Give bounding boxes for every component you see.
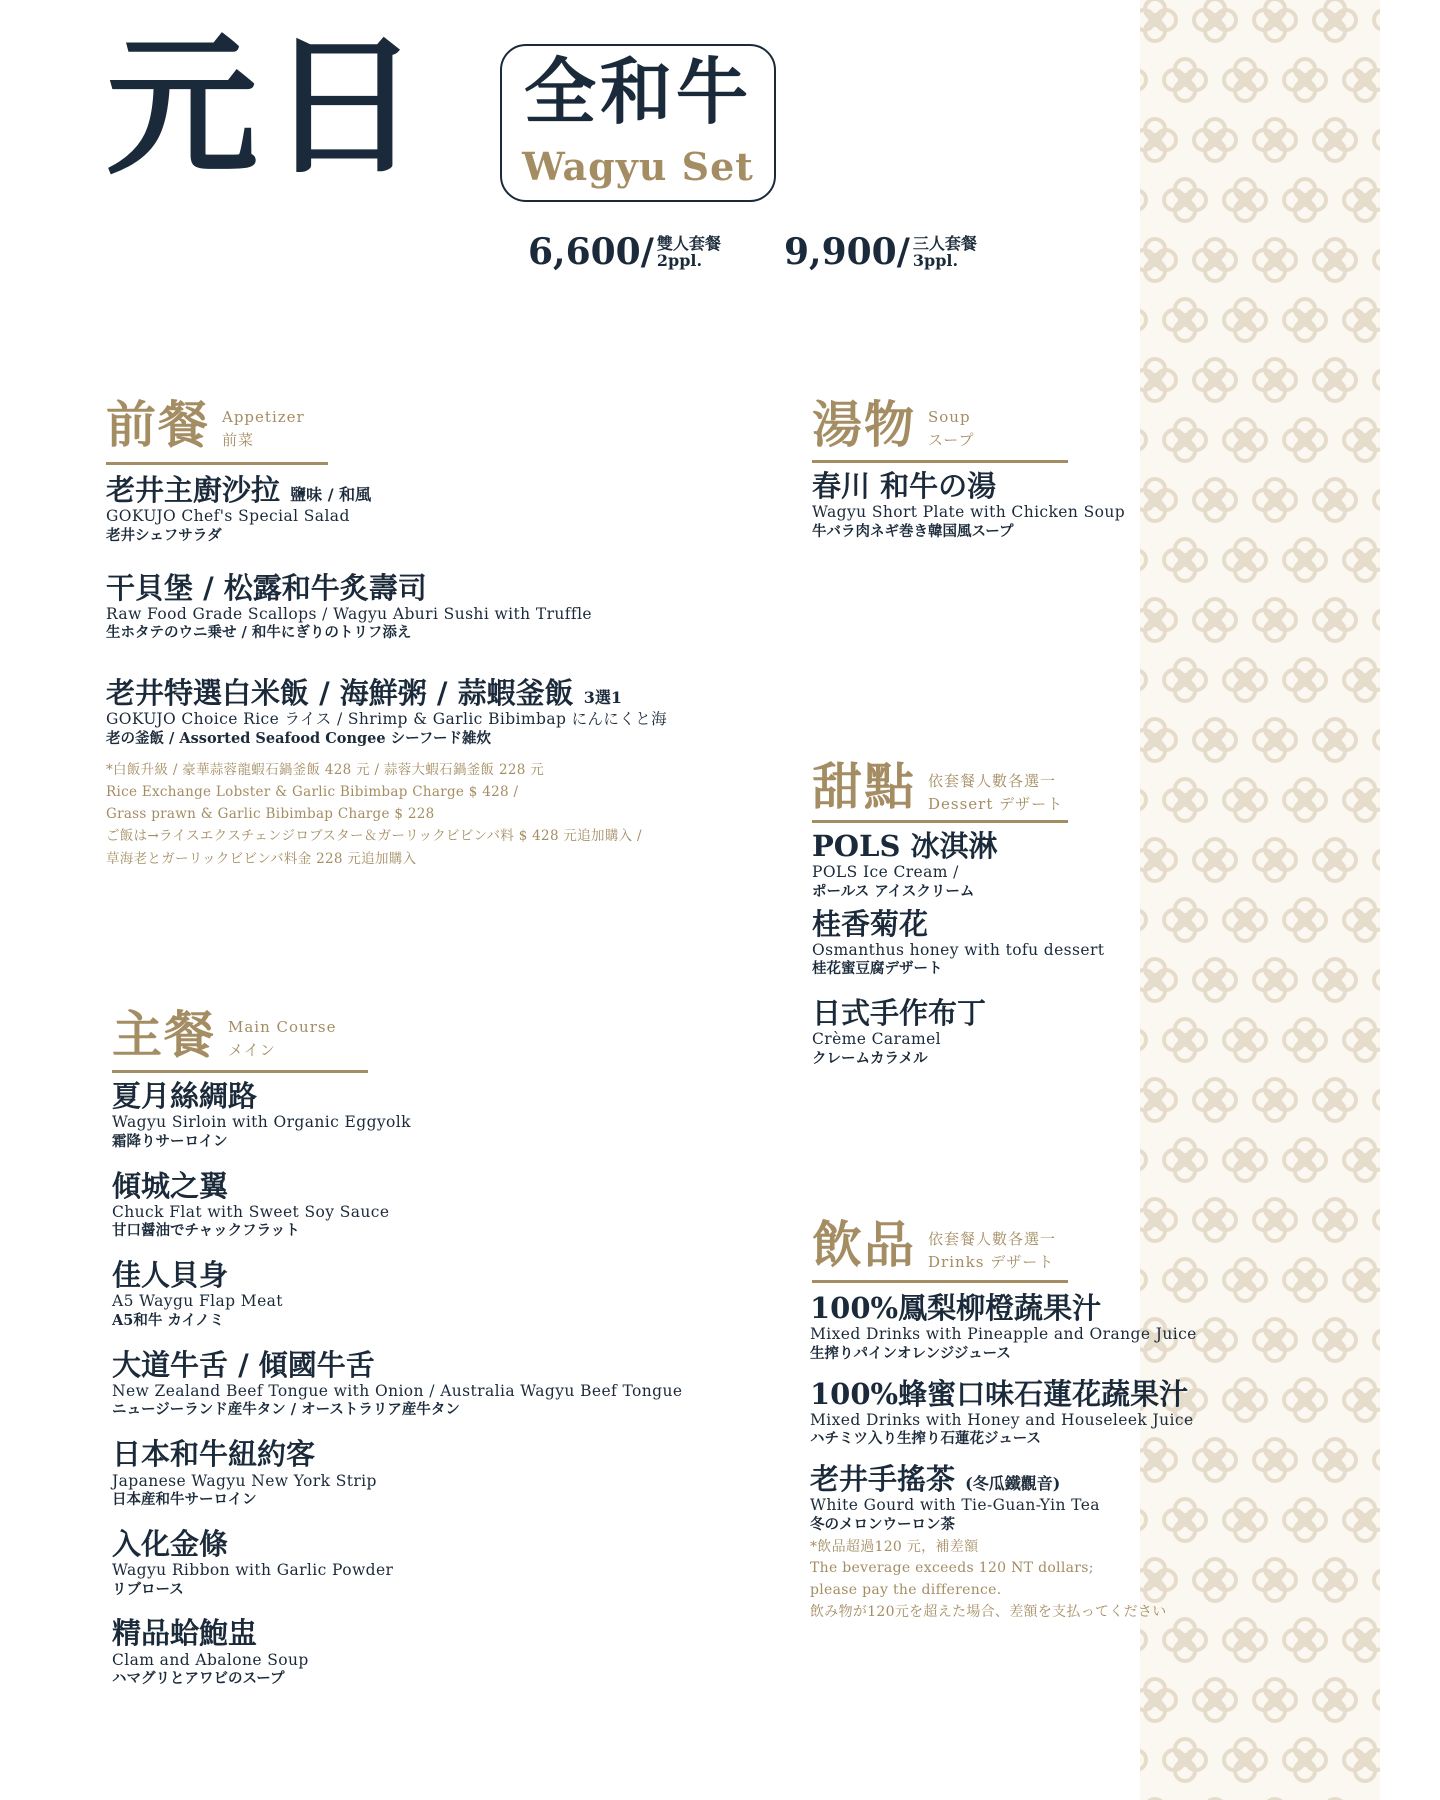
item-name-jp: クレームカラメル: [812, 1049, 928, 1067]
section-subtitle-en: Main Course: [228, 1018, 337, 1036]
item-name-en: Wagyu Sirloin with Organic Eggyolk: [112, 1113, 411, 1132]
item-name-en: Japanese Wagyu New York Strip: [112, 1471, 377, 1490]
item-name-jp: 日本産和牛サーロイン: [112, 1490, 257, 1508]
surcharge-line: Grass prawn & Garlic Bibimbap Charge $ 228: [106, 806, 435, 823]
item-note: 鹽味 / 和風: [290, 485, 372, 504]
item-name-en: Mixed Drinks with Pineapple and Orange Juice: [810, 1325, 1197, 1344]
item-name-cn: 夏月絲綢路: [112, 1079, 258, 1113]
item-name-jp: 桂花蜜豆腐デザート: [812, 960, 943, 978]
section-title: 飲品: [812, 1215, 916, 1274]
item-name-jp: 牛バラ肉ネギ巻き韓国風スープ: [812, 522, 1014, 540]
item-name-jp: A5和牛 カイノミ: [112, 1311, 225, 1329]
menu-item: [112, 1259, 752, 1331]
item-name-cn: POLS 冰淇淋: [812, 829, 998, 863]
section-title: 主餐: [112, 1005, 216, 1064]
item-name-jp: 冬のメロンウーロン茶: [810, 1515, 955, 1533]
surcharge-line: The beverage exceeds 120 NT dollars;: [810, 1560, 1094, 1577]
section-subtitle-en: Appetizer: [222, 408, 305, 426]
section-title: 前餐: [106, 395, 210, 454]
item-name-jp: 甘口醤油でチャックフラット: [112, 1222, 300, 1240]
menu-item: [812, 830, 1272, 902]
item-name-cn: 干貝堡 / 松露和牛炙壽司: [106, 570, 427, 605]
menu-item: [112, 1528, 752, 1600]
price-amount: 6,600/: [528, 231, 654, 273]
menu-item: [812, 908, 1272, 980]
item-name-en: Mixed Drinks with Honey and Houseleek Juice: [810, 1410, 1194, 1429]
menu-item: [112, 1080, 752, 1152]
section-header-main-course: [112, 1005, 337, 1064]
item-name-en: A5 Waygu Flap Meat: [112, 1292, 283, 1311]
surcharge-line: please pay the difference.: [810, 1582, 1002, 1599]
surcharge-line: *飲品超過120 元，補差額: [810, 1538, 979, 1555]
item-name-cn: 入化金條: [112, 1526, 229, 1561]
section-divider: [112, 1070, 368, 1073]
item-name-cn: 100%蜂蜜口味石蓮花蔬果汁: [810, 1376, 1189, 1411]
menu-item: [106, 572, 746, 644]
menu-item: [810, 1292, 1280, 1364]
item-name-jp: 生搾りパインオレンジジュース: [810, 1344, 1011, 1362]
price-label-cn: 雙人套餐: [656, 234, 721, 253]
section-subtitle-jp: スープ: [928, 430, 975, 449]
item-name-jp: ポールス アイスクリーム: [812, 882, 975, 900]
item-name-cn: 傾城之翼: [112, 1168, 229, 1203]
menu-item: [112, 1170, 752, 1242]
item-name-en: GOKUJO Chef's Special Salad: [106, 507, 350, 526]
surcharge-line: 草海老とガーリックビビンバ料金 228 元追加購入: [106, 850, 417, 867]
item-name-en: Wagyu Ribbon with Garlic Powder: [112, 1561, 394, 1580]
surcharge-line: *白飯升級 / 豪華蒜蓉龍蝦石鍋釜飯 428 元 / 蒜蓉大蝦石鍋釜飯 228 元: [106, 761, 545, 778]
price-3ppl: [784, 231, 977, 273]
section-title: 湯物: [812, 395, 916, 454]
item-name-jp: ハマグリとアワビのスープ: [112, 1670, 285, 1688]
section-subtitle-cn: 依套餐人數各選一: [928, 772, 1057, 790]
item-name-cn: 100%鳳梨柳橙蔬果汁: [810, 1291, 1102, 1325]
set-title-box: [500, 44, 776, 202]
main-course-list: [112, 1080, 752, 1707]
item-name-en: White Gourd with Tie-Guan-Yin Tea: [810, 1496, 1100, 1515]
item-name-cn: 桂香菊花: [812, 906, 929, 941]
item-name-en: New Zealand Beef Tongue with Onion / Australia Wagyu Beef Tongue: [112, 1382, 683, 1401]
item-name-cn: 春川 和牛の湯: [812, 469, 997, 503]
section-header-dessert: [812, 757, 1064, 816]
restaurant-name: 元日: [106, 16, 430, 195]
item-name-en: Wagyu Short Plate with Chicken Soup: [812, 503, 1126, 522]
section-header-drinks: [812, 1215, 1057, 1274]
item-name-en: Chuck Flat with Sweet Soy Sauce: [112, 1202, 390, 1221]
price-label-en: 2ppl.: [656, 250, 703, 270]
menu-item: [112, 1438, 752, 1510]
appetizer-list: [106, 474, 746, 870]
menu-item: [812, 997, 1272, 1069]
item-note: (冬瓜鐵觀音): [965, 1474, 1061, 1494]
price-label-cn: 三人套餐: [912, 234, 977, 253]
menu-item: [112, 1617, 752, 1689]
price-2ppl: [528, 231, 721, 273]
section-subtitle-en: Soup: [928, 408, 971, 426]
section-header-soup: [812, 395, 975, 454]
item-name-en: Clam and Abalone Soup: [112, 1650, 309, 1669]
surcharge-line: 飲み物が120元を超えた場合、差額を支払ってください: [810, 1603, 1167, 1620]
price-label-en: 3ppl.: [912, 250, 959, 270]
section-divider: [812, 1280, 1068, 1283]
price-amount: 9,900/: [784, 231, 910, 273]
section-header-appetizer: [106, 395, 305, 454]
set-title-en: Wagyu Set: [522, 144, 754, 189]
item-name-jp: 生ホタテのウニ乗せ / 和牛にぎりのトリフ添え: [106, 624, 412, 642]
item-name-cn: 老井手搖茶: [810, 1462, 956, 1497]
item-name-jp: 霜降りサーロイン: [112, 1132, 228, 1150]
dessert-list: [812, 830, 1272, 1087]
menu-item: [810, 1378, 1280, 1450]
section-divider: [812, 820, 1068, 823]
item-name-en: GOKUJO Choice Rice ライス / Shrimp & Garlic Bibimbap にんにくと海: [106, 710, 668, 729]
surcharge-line: ご飯は→ライスエクスチェンジロブスター＆ガーリックビビンバ料 $ 428 元追加購入 /: [106, 828, 642, 845]
item-name-en: Osmanthus honey with tofu dessert: [812, 940, 1105, 959]
rice-surcharge-note: [106, 759, 746, 870]
surcharge-line: Rice Exchange Lobster & Garlic Bibimbap Charge $ 428 /: [106, 783, 519, 800]
beverage-surcharge-note: [810, 1537, 1280, 1624]
item-name-cn: 日式手作布丁: [812, 996, 987, 1031]
item-name-cn: 日本和牛紐約客: [112, 1437, 316, 1472]
section-title: 甜點: [812, 757, 916, 816]
item-name-en: Raw Food Grade Scallops / Wagyu Aburi Sushi with Truffle: [106, 604, 592, 623]
item-name-cn: 老井特選白米飯 / 海鮮粥 / 蒜蝦釜飯: [106, 676, 574, 711]
item-name-jp: 老井シェフサラダ: [106, 526, 222, 544]
menu-item: [812, 470, 1272, 542]
item-name-cn: 大道牛舌 / 傾國牛舌: [112, 1347, 375, 1382]
menu-item: [106, 474, 746, 546]
item-name-jp: 老の釜飯 / Assorted Seafood Congee シーフード雑炊: [106, 729, 491, 747]
item-name-en: Crème Caramel: [812, 1030, 942, 1049]
section-subtitle-cn: 依套餐人數各選一: [928, 1230, 1057, 1248]
item-name-cn: 精品蛤鮑盅: [112, 1616, 258, 1651]
item-name-jp: ニュージーランド産牛タン / オーストラリア産牛タン: [112, 1401, 460, 1419]
item-name-en: POLS Ice Cream /: [812, 863, 959, 882]
section-divider: [106, 462, 328, 465]
section-divider: [812, 460, 1068, 463]
item-note: 3選1: [583, 688, 622, 708]
menu-item: [106, 677, 746, 749]
set-title-cn: 全和牛: [523, 49, 752, 134]
soup-list: [812, 470, 1272, 560]
section-subtitle-jp: メイン: [228, 1040, 276, 1059]
menu-item: [810, 1463, 1280, 1535]
menu-item: [112, 1349, 752, 1421]
section-subtitle-en: Dessert デザート: [928, 794, 1064, 813]
item-name-jp: ハチミツ入り生搾り石蓮花ジュース: [810, 1430, 1041, 1448]
item-name-jp: リブロース: [112, 1580, 184, 1598]
section-subtitle-jp: 前菜: [222, 430, 255, 449]
item-name-cn: 佳人貝身: [112, 1258, 229, 1293]
section-subtitle-en: Drinks デザート: [928, 1252, 1055, 1271]
item-name-cn: 老井主廚沙拉: [106, 473, 281, 507]
drinks-list: [810, 1292, 1280, 1623]
